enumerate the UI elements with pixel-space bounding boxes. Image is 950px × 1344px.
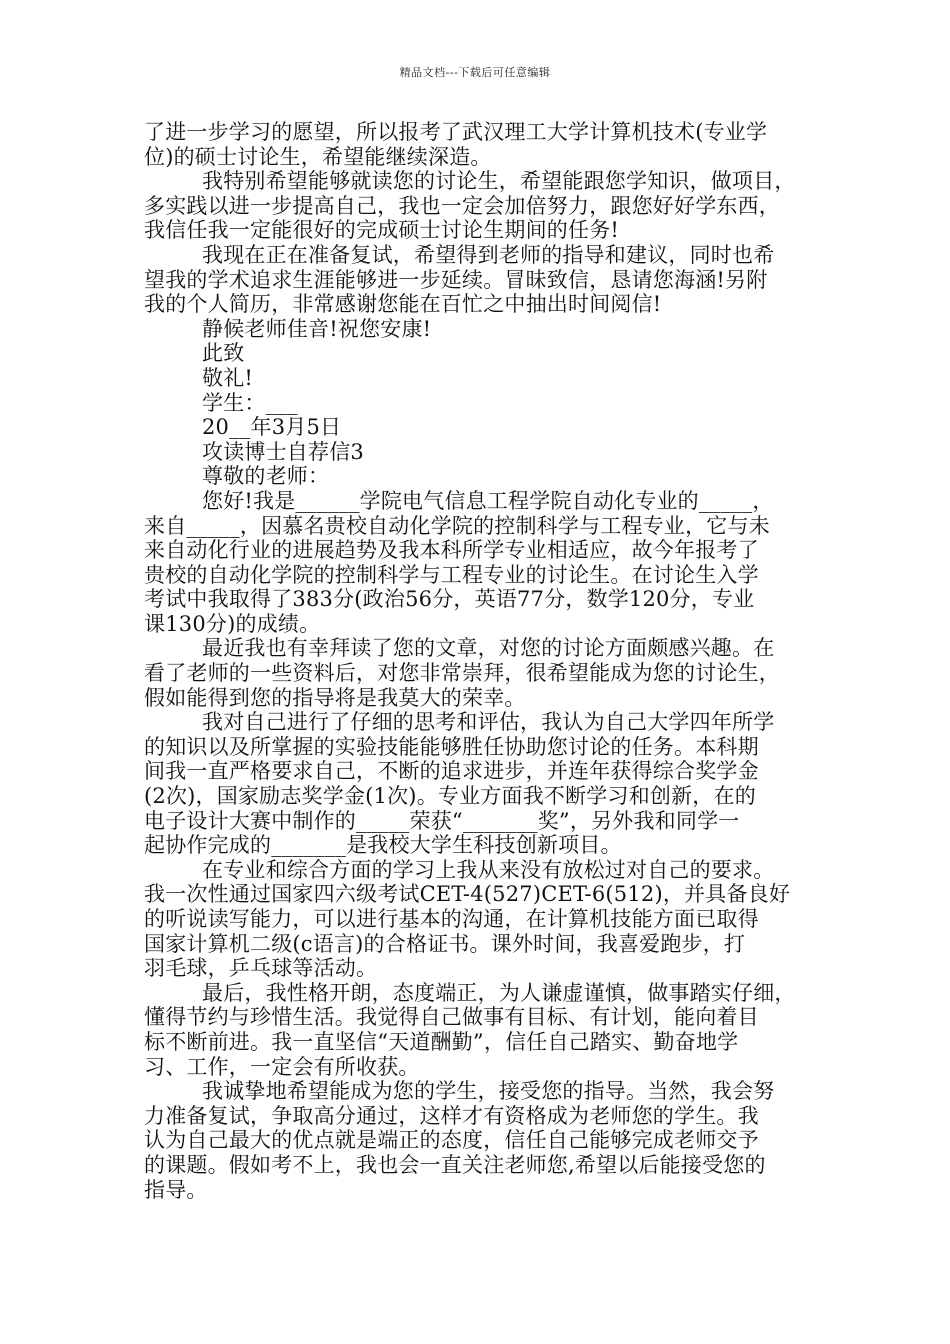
text-line: 习、工作，一定会有所收获。 <box>144 1054 420 1079</box>
text-line: 望我的学术追求生涯能够进一步延续。冒昧致信，恳请您海涵!另附 <box>144 267 768 292</box>
text-line: 起协作完成的_______是我校大学生科技创新项目。 <box>144 833 622 858</box>
text-line: 位)的硕士讨论生，希望能继续深造。 <box>144 144 492 169</box>
text-line: 此致 <box>202 341 245 366</box>
paragraph <box>144 366 826 391</box>
text-line: 多实践以进一步提高自己，我也一定会加倍努力，跟您好好学东西， <box>144 193 780 218</box>
paragraph <box>144 440 826 465</box>
text-line: 我诚挚地希望能成为您的学生，接受您的指导。当然，我会努 <box>202 1079 775 1104</box>
text-line: 了进一步学习的愿望，所以报考了武汉理工大学计算机技术(专业学 <box>144 120 768 144</box>
text-line: 我特别希望能够就读您的讨论生，希望能跟您学知识，做项目， <box>202 169 796 194</box>
text-line: 的知识以及所掌握的实验技能能够胜任协助您讨论的任务。本科期 <box>144 734 759 759</box>
text-line: 的课题。假如考不上，我也会一直关注老师您,希望以后能接受您的 <box>144 1152 766 1177</box>
text-line: 20__年3月5日 <box>202 415 342 440</box>
document-body <box>144 120 826 1202</box>
paragraph <box>144 981 826 1079</box>
paragraph <box>144 489 826 637</box>
text-line: 国家计算机二级(c语言)的合格证书。课外时间，我喜爱跑步，打 <box>144 931 746 956</box>
paragraph <box>144 636 826 710</box>
text-line: 贵校的自动化学院的控制科学与工程专业的讨论生。在讨论生入学 <box>144 562 759 587</box>
text-line: 电子设计大赛中制作的_____荣获“_______奖”，另外我和同学一 <box>144 808 740 833</box>
text-line: 看了老师的一些资料后，对您非常崇拜，很希望能成为您的讨论生， <box>144 661 780 686</box>
paragraph <box>144 243 826 317</box>
text-line: 最近我也有幸拜读了您的文章，对您的讨论方面颇感兴趣。在 <box>202 636 775 661</box>
text-line: 学生：___ <box>202 390 298 415</box>
text-line: 我现在正在准备复试，希望得到老师的指导和建议，同时也希 <box>202 242 775 267</box>
paragraph <box>144 858 826 981</box>
text-line: 假如能得到您的指导将是我莫大的荣幸。 <box>144 685 526 710</box>
text-line: 敬礼! <box>202 365 254 390</box>
text-line: 最后，我性格开朗，态度端正，为人谦虚谨慎，做事踏实仔细， <box>202 980 796 1005</box>
paragraph <box>144 415 826 440</box>
text-line: 懂得节约与珍惜生活。我觉得自己做事有目标、有计划，能向着目 <box>144 1005 759 1030</box>
text-line: 指导。 <box>144 1177 208 1202</box>
text-line: 间我一直严格要求自己，不断的追求进步，并连年获得综合奖学金 <box>144 759 759 784</box>
paragraph <box>144 1079 826 1202</box>
text-line: 认为自己最大的优点就是端正的态度，信任自己能够完成老师交予 <box>144 1128 759 1153</box>
text-line: 静候老师佳音!祝您安康! <box>202 316 432 341</box>
paragraph <box>144 169 826 243</box>
text-line: 标不断前进。我一直坚信“天道酬勤”，信任自己踏实、勤奋地学 <box>144 1029 739 1054</box>
paragraph <box>144 120 826 169</box>
text-line: 我一次性通过国家四六级考试CET-4(527)CET-6(512)，并具备良好 <box>144 882 791 907</box>
text-line: 攻读博士自荐信3 <box>202 439 364 464</box>
text-line: 来自动化行业的进展趋势及我本科所学专业相适应，故今年报考了 <box>144 538 759 563</box>
text-line: 课130分)的成绩。 <box>144 611 321 636</box>
page-header: 精品文档---下载后可任意编辑 <box>399 66 551 79</box>
text-line: 我的个人简历，非常感谢您能在百忙之中抽出时间阅信! <box>144 292 662 317</box>
text-line: 我信任我一定能很好的完成硕士讨论生期间的任务! <box>144 218 620 243</box>
text-line: 尊敬的老师： <box>202 464 330 489</box>
text-line: 羽毛球，乒乓球等活动。 <box>144 956 378 981</box>
text-line: 考试中我取得了383分(政治56分，英语77分，数学120分，专业 <box>144 587 755 612</box>
text-line: 您好!我是______学院电气信息工程学院自动化专业的_____， <box>202 488 774 513</box>
text-line: 我对自己进行了仔细的思考和评估，我认为自己大学四年所学 <box>202 710 775 735</box>
paragraph <box>144 391 826 416</box>
text-line: 的听说读写能力，可以进行基本的沟通，在计算机技能方面已取得 <box>144 907 759 931</box>
paragraph <box>144 317 826 342</box>
paragraph <box>144 341 826 366</box>
text-line: 来自_____，因慕名贵校自动化学院的控制科学与工程专业，它与未 <box>144 513 770 538</box>
text-line: (2次)，国家励志奖学金(1次)。专业方面我不断学习和创新，在的 <box>144 784 756 809</box>
paragraph <box>144 464 826 489</box>
paragraph <box>144 710 826 858</box>
text-line: 力准备复试，争取高分通过，这样才有资格成为老师您的学生。我 <box>144 1103 759 1128</box>
text-line: 在专业和综合方面的学习上我从来没有放松过对自己的要求。 <box>202 857 775 882</box>
